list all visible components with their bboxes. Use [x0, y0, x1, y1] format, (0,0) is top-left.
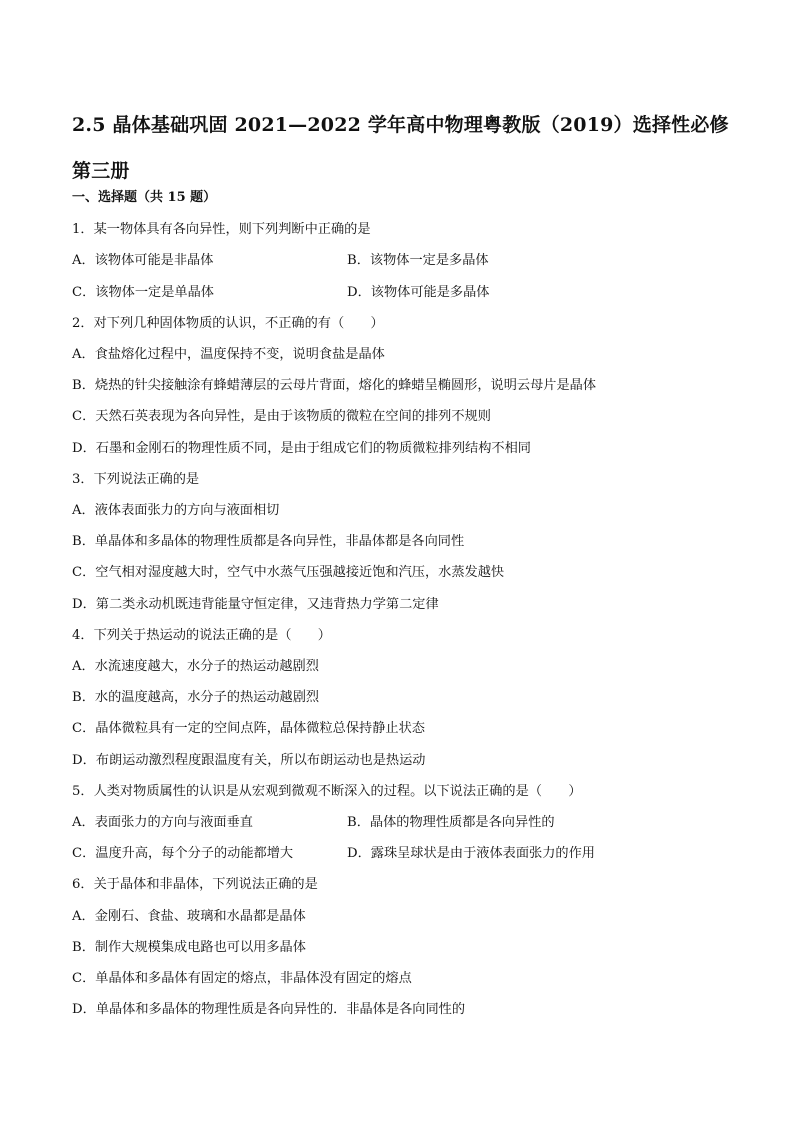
question-3-option-d[interactable]: D．第二类永动机既违背能量守恒定律，又违背热力学第二定律 [72, 597, 439, 612]
question-5-option-a[interactable]: A．表面张力的方向与液面垂直 [72, 815, 253, 830]
question-3-option-c[interactable]: C．空气相对湿度越大时，空气中水蒸气压强越接近饱和汽压，水蒸发越快 [72, 565, 505, 580]
question-2-option-d[interactable]: D．石墨和金刚石的物理性质不同，是由于组成它们的物质微粒排列结构不相同 [72, 441, 531, 456]
question-5-stem: 5．人类对物质属性的认识是从宏观到微观不断深入的过程。以下说法正确的是（ ） [72, 784, 582, 799]
question-6-option-a[interactable]: A．金刚石、食盐、玻璃和水晶都是晶体 [72, 909, 306, 924]
question-5-option-b[interactable]: B．晶体的物理性质都是各向异性的 [347, 815, 555, 830]
question-2-option-c[interactable]: C．天然石英表现为各向异性，是由于该物质的微粒在空间的排列不规则 [72, 409, 491, 424]
question-6-option-d[interactable]: D．单晶体和多晶体的物理性质是各向异性的．非晶体是各向同性的 [72, 1002, 466, 1017]
question-6-option-b[interactable]: B．制作大规模集成电路也可以用多晶体 [72, 940, 306, 955]
question-1-option-d[interactable]: D．该物体可能是多晶体 [347, 285, 490, 300]
question-4-option-b[interactable]: B．水的温度越高，水分子的热运动越剧烈 [72, 690, 320, 705]
question-2-option-b[interactable]: B．烧热的针尖接触涂有蜂蜡薄层的云母片背面，熔化的蜂蜡呈椭圆形，说明云母片是晶体 [72, 378, 596, 393]
question-3-option-a[interactable]: A．液体表面张力的方向与液面相切 [72, 503, 280, 518]
question-1-stem: 1．某一物体具有各向异性，则下列判断中正确的是 [72, 222, 371, 237]
question-2-stem: 2．对下列几种固体物质的认识，不正确的有（ ） [72, 316, 384, 331]
question-3-stem: 3．下列说法正确的是 [72, 472, 200, 487]
page-title: 2.5 晶体基础巩固 2021—2022 学年高中物理粤教版（2019）选择性必修第三册 [72, 114, 729, 182]
question-1-option-c[interactable]: C．该物体一定是单晶体 [72, 285, 214, 300]
question-2-option-a[interactable]: A．食盐熔化过程中，温度保持不变，说明食盐是晶体 [72, 347, 385, 362]
question-4-option-a[interactable]: A．水流速度越大，水分子的热运动越剧烈 [72, 659, 319, 674]
question-4-option-d[interactable]: D．布朗运动激烈程度跟温度有关，所以布朗运动也是热运动 [72, 753, 426, 768]
question-1-option-a[interactable]: A．该物体可能是非晶体 [72, 253, 214, 268]
question-3-option-b[interactable]: B．单晶体和多晶体的物理性质都是各向异性，非晶体都是各向同性 [72, 534, 465, 549]
question-6-option-c[interactable]: C．单晶体和多晶体有固定的熔点，非晶体没有固定的熔点 [72, 971, 412, 986]
question-5-option-c[interactable]: C．温度升高，每个分子的动能都增大 [72, 846, 294, 861]
question-6-stem: 6．关于晶体和非晶体，下列说法正确的是 [72, 877, 318, 892]
question-5-option-d[interactable]: D．露珠呈球状是由于液体表面张力的作用 [347, 846, 595, 861]
question-4-option-c[interactable]: C．晶体微粒具有一定的空间点阵，晶体微粒总保持静止状态 [72, 721, 425, 736]
question-1-option-b[interactable]: B．该物体一定是多晶体 [347, 253, 489, 268]
section-heading: 一、选择题（共 15 题） [72, 190, 217, 205]
question-4-stem: 4．下列关于热运动的说法正确的是（ ） [72, 628, 331, 643]
